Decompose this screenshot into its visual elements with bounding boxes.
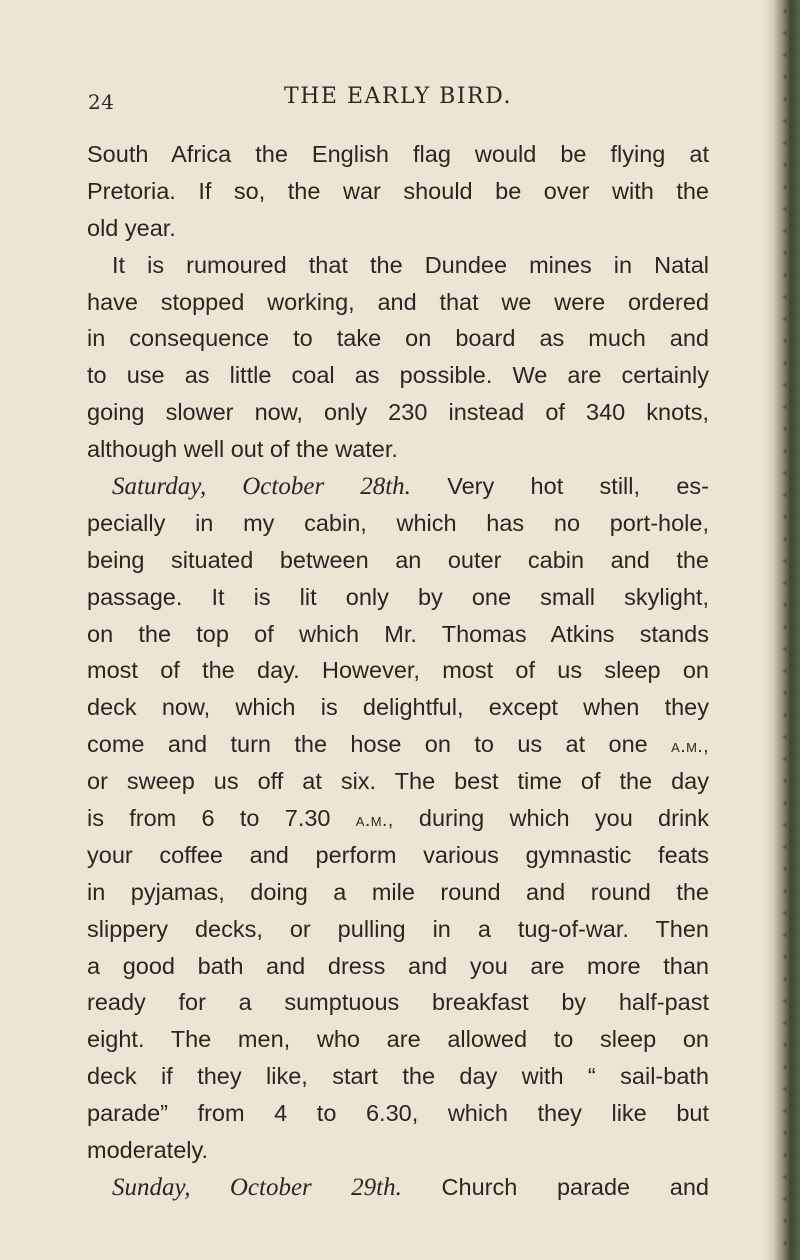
- text-line: in pyjamas, doing a mile round and round the: [87, 878, 709, 905]
- small-caps-text: a.m.,: [671, 736, 709, 758]
- text-line: slippery decks, or pulling in a tug-of-war. Then: [87, 915, 709, 942]
- diary-entry-line: Saturday, October 28th. Very hot still, es-: [112, 473, 709, 501]
- text-line: a good bath and dress and you are more than: [87, 952, 709, 979]
- text-line: come and turn the hose on to us at one a.m.,: [87, 731, 709, 758]
- text-line: being situated between an outer cabin and the: [87, 546, 709, 573]
- text-line: ready for a sumptuous breakfast by half-past: [87, 989, 709, 1016]
- text-line: Pretoria. If so, the war should be over with the: [87, 177, 709, 204]
- text-line: most of the day. However, most of us sleep on: [87, 657, 709, 684]
- diary-entry-line: Sunday, October 29th. Church parade and: [112, 1173, 709, 1201]
- text-line: to use as little coal as possible. We are certainly: [87, 362, 709, 389]
- text-line: is from 6 to 7.30 a.m., during which you drink: [87, 805, 709, 832]
- running-head: THE EARLY BIRD.: [284, 84, 512, 109]
- text-line: although well out of the water.: [87, 436, 398, 463]
- text-line: eight. The men, who are allowed to sleep on: [87, 1026, 709, 1053]
- small-caps-text: a.m.,: [355, 810, 394, 832]
- diary-date: Saturday, October 28th.: [112, 473, 411, 501]
- text-line: passage. It is lit only by one small skylight,: [87, 583, 709, 610]
- text-line: or sweep us off at six. The best time of the day: [87, 768, 709, 795]
- text-line: old year.: [87, 214, 176, 241]
- binding-texture: [780, 0, 794, 1260]
- text-line: parade” from 4 to 6.30, which they like but: [87, 1100, 709, 1127]
- text-line: on the top of which Mr. Thomas Atkins stands: [87, 620, 709, 647]
- page-header: [88, 84, 708, 118]
- paragraph-start-line: It is rumoured that the Dundee mines in Natal: [112, 251, 709, 278]
- diary-date: Sunday, October 29th.: [112, 1173, 402, 1201]
- text-line: in consequence to take on board as much and: [87, 325, 709, 352]
- text-line: have stopped working, and that we were ordered: [87, 288, 709, 315]
- text-line: South Africa the English flag would be flying at: [87, 141, 709, 167]
- text-line: moderately.: [87, 1137, 209, 1164]
- body-text: [87, 136, 709, 1206]
- text-line: pecially in my cabin, which has no port-hole,: [87, 509, 709, 536]
- text-line: your coffee and perform various gymnastic feats: [87, 841, 709, 868]
- text-line: going slower now, only 230 instead of 340 knots,: [87, 399, 709, 426]
- page-number: 24: [88, 90, 115, 114]
- text-line: deck if they like, start the day with “ sail-bath: [87, 1063, 709, 1090]
- text-line: deck now, which is delightful, except when they: [87, 694, 709, 721]
